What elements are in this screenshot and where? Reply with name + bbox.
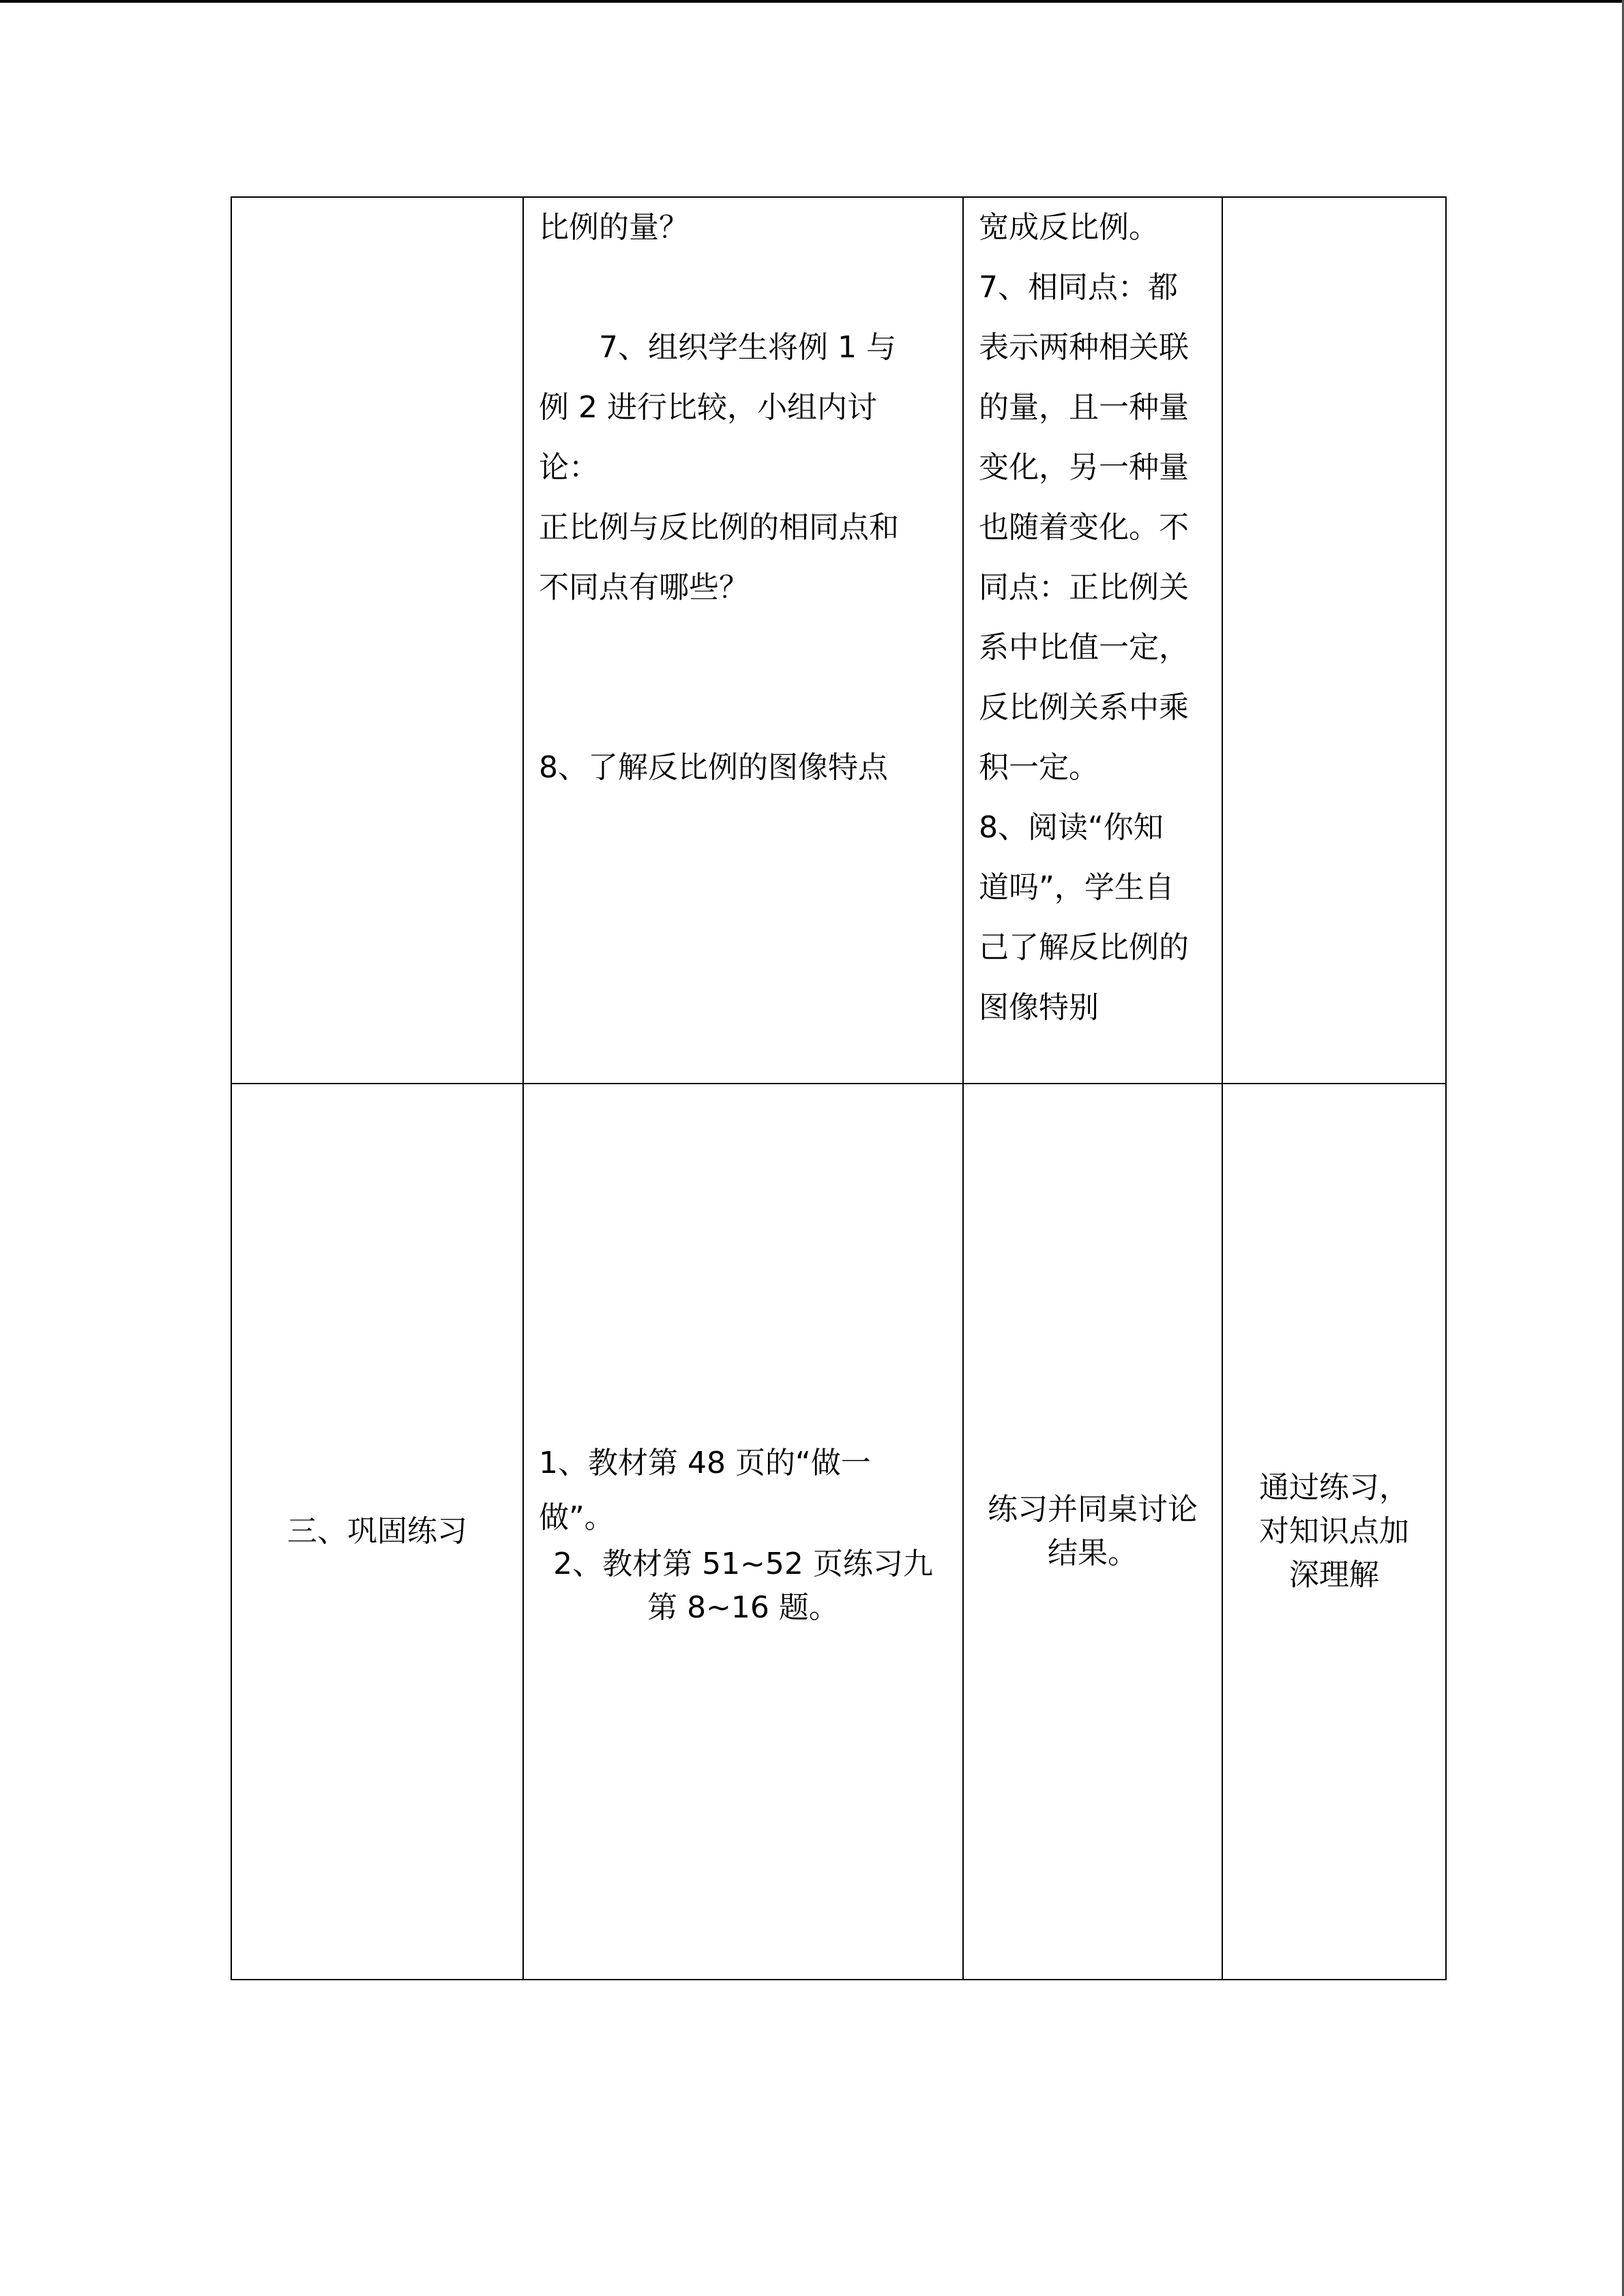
activity-line: 2、教材第 51~52 页练习九 — [553, 1547, 933, 1581]
student-line: 也随着变化。不 — [979, 510, 1189, 545]
student-activity-cell — [963, 197, 1222, 1084]
teacher-activity-cell — [523, 1084, 963, 1980]
intent-line: 通过练习， — [1259, 1470, 1409, 1505]
student-line: 的量，且一种量 — [979, 390, 1189, 425]
activity-line: 论： — [539, 450, 599, 485]
activity-line: 不同点有哪些？ — [539, 570, 749, 605]
activity-line: 第 8~16 题。 — [647, 1590, 839, 1625]
stage-cell — [231, 1084, 523, 1980]
student-line: 系中比值一定， — [979, 630, 1189, 665]
blank-line — [539, 258, 947, 318]
student-line: 7、相同点：都 — [979, 270, 1178, 305]
student-activity-cell — [963, 1084, 1222, 1980]
student-line: 宽成反比例。 — [979, 210, 1159, 245]
activity-line: 例 2 进行比较，小组内讨 — [539, 390, 877, 425]
table-row — [231, 1084, 1446, 1980]
intent-line: 深理解 — [1289, 1557, 1379, 1592]
student-line: 己了解反比例的 — [979, 930, 1189, 965]
lesson-plan-table — [231, 196, 1447, 1980]
student-line: 反比例关系中乘 — [979, 690, 1189, 725]
blank-line — [539, 678, 947, 738]
stage-title: 三、巩固练习 — [287, 1514, 467, 1549]
student-line: 结果。 — [1048, 1536, 1138, 1570]
student-line: 道吗”，学生自 — [979, 870, 1175, 905]
activity-line: 1、教材第 48 页的“做一 — [539, 1446, 871, 1480]
design-intent-cell-empty — [1222, 197, 1446, 1084]
blank-line — [539, 618, 947, 678]
table-row — [231, 197, 1446, 1084]
student-line: 图像特别 — [979, 990, 1099, 1025]
student-line: 同点：正比例关 — [979, 570, 1189, 605]
intent-line: 对知识点加 — [1259, 1514, 1409, 1549]
activity-line: 正比例与反比例的相同点和 — [539, 510, 899, 545]
stage-cell-empty — [231, 197, 523, 1084]
page-top-border — [0, 0, 1624, 3]
student-line: 积一定。 — [979, 750, 1099, 785]
activity-line: 8、了解反比例的图像特点 — [539, 750, 888, 785]
activity-line: 做”。 — [539, 1500, 615, 1535]
student-line: 变化，另一种量 — [979, 450, 1189, 485]
activity-line: 7、组织学生将例 1 与 — [599, 330, 896, 365]
design-intent-cell — [1222, 1084, 1446, 1980]
student-line: 练习并同桌讨论 — [988, 1492, 1198, 1527]
activity-line: 比例的量？ — [539, 210, 689, 245]
student-line: 8、阅读“你知 — [979, 810, 1164, 845]
teacher-activity-cell — [523, 197, 963, 1084]
student-line: 表示两种相关联 — [979, 330, 1189, 365]
